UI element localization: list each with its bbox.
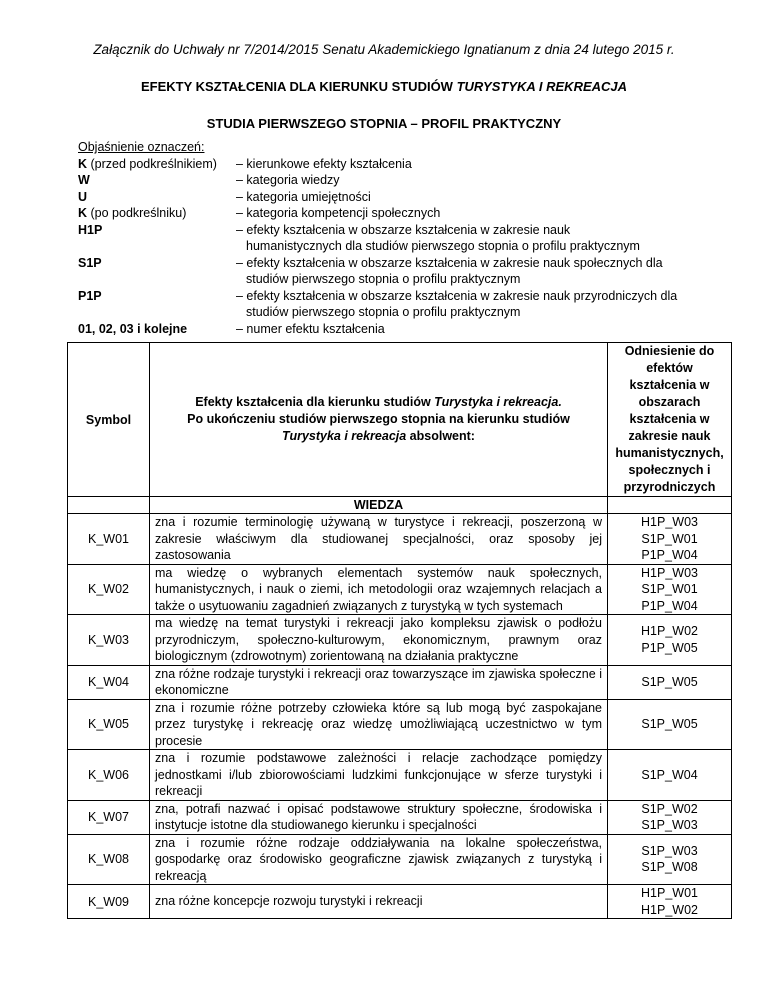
effect-references: [608, 834, 732, 885]
effect-symbol: K_W09: [68, 885, 150, 919]
section-empty-left: [68, 497, 150, 514]
effect-reference: P1P_W04: [641, 548, 698, 562]
legend-num-symbol: 01, 02, 03 i kolejne: [78, 321, 188, 336]
effect-reference: P1P_W04: [641, 598, 698, 613]
legend: [78, 139, 723, 337]
legend-h1p-symbol: H1P: [78, 222, 103, 237]
col-main-line1-pre: Efekty kształcenia dla kierunku studiów: [195, 395, 435, 409]
effect-references: [608, 699, 732, 750]
effect-reference: S1P_W05: [641, 717, 698, 731]
effect-symbol: K_W06: [68, 750, 150, 801]
effect-description: zna i rozumie podstawowe zależności i relacje zachodzące pomiędzy jednostkami i/lub zbiorowościami ludzkimi funkcjonujące w sferze turystyki i rekreacji: [150, 750, 608, 801]
effect-reference: S1P_W03: [641, 818, 698, 832]
page-subtitle: STUDIA PIERWSZEGO STOPNIA – PROFIL PRAKTYCZNY: [206, 116, 562, 131]
effect-symbol: K_W05: [68, 699, 150, 750]
effect-references: [608, 885, 732, 919]
effect-description: zna i rozumie terminologię używaną w turystyce i rekreacji, poszerzoną w zakresie właściwym dla studiowanej specjalności, oraz sposoby jej zastosowania: [150, 514, 608, 565]
legend-p1p-desc-1: – efekty kształcenia w obszarze kształcenia w zakresie nauk przyrodniczych dla: [236, 288, 678, 303]
section-row: [68, 497, 732, 514]
legend-row-u: [78, 189, 723, 206]
legend-w-symbol: W: [78, 173, 90, 187]
legend-row-w: [78, 172, 723, 189]
table-row: [68, 800, 732, 834]
effect-reference: H1P_W03: [641, 565, 698, 580]
effect-symbol: K_W02: [68, 564, 150, 615]
legend-heading: Objaśnienie oznaczeń:: [78, 140, 205, 154]
col-ref-header: Odniesienie do efektów kształcenia w obszarach kształcenia w zakresie nauk humanistycznych, społecznych i przyrodniczych: [608, 343, 732, 497]
legend-p1p-desc-2: studiów pierwszego stopnia o profilu praktycznym: [246, 305, 521, 319]
table-row: [68, 699, 732, 750]
effect-symbol: K_W08: [68, 834, 150, 885]
effect-description: zna różne rodzaje turystyki i rekreacji oraz towarzyszące im zjawiska społeczne i ekonomiczne: [150, 665, 608, 699]
effect-reference: S1P_W03: [641, 843, 698, 858]
effect-references: [608, 800, 732, 834]
table-row: [68, 885, 732, 919]
legend-s1p-symbol: S1P: [78, 255, 102, 270]
legend-p1p-symbol: P1P: [78, 288, 102, 303]
effect-description: zna różne koncepcje rozwoju turystyki i rekreacji: [150, 885, 608, 919]
table-header-row: [68, 343, 732, 497]
effect-reference: S1P_W08: [641, 860, 698, 875]
legend-row-h1p: [78, 222, 723, 255]
legend-row-p1p: [78, 288, 723, 321]
effects-table: [67, 342, 732, 919]
effect-references: [608, 564, 732, 615]
effect-description: ma wiedzę na temat turystyki i rekreacji jako kompleksu zjawisk o podłożu przyrodniczym, społeczno-kulturowym, ekonomicznym, prawnym oraz biologicznym (zdrowotnym) zorientowaną na działania praktyczne: [150, 615, 608, 666]
header-note: Załącznik do Uchwały nr 7/2014/2015 Senatu Akademickiego Ignatianum z dnia 24 lutego 2015 r.: [93, 42, 675, 57]
legend-s1p-desc-1: – efekty kształcenia w obszarze kształcenia w zakresie nauk społecznych dla: [236, 255, 663, 270]
table-row: [68, 564, 732, 615]
effect-reference: S1P_W01: [641, 582, 698, 596]
legend-k1-symbol: K: [78, 156, 88, 171]
effect-description: zna, potrafi nazwać i opisać podstawowe struktury społeczne, środowiska i instytucje istotne dla studiowanego kierunku i specjalności: [150, 800, 608, 834]
effect-reference: H1P_W01: [641, 886, 698, 900]
legend-h1p-desc-2: humanistycznych dla studiów pierwszego stopnia o profilu praktycznym: [246, 239, 640, 253]
effect-references: [608, 514, 732, 565]
effect-symbol: K_W04: [68, 665, 150, 699]
col-symbol-header: Symbol: [68, 343, 150, 497]
col-main-line3-post: absolwent:: [406, 429, 475, 443]
legend-k2-symbol: K: [78, 206, 88, 220]
effect-description: zna i rozumie różne potrzeby człowieka które są lub mogą być zaspokajane przez turystykę i rekreację oraz wiedzę umożliwiającą uczestnictwo w tym procesie: [150, 699, 608, 750]
effect-references: [608, 750, 732, 801]
effect-reference: H1P_W02: [641, 624, 698, 639]
legend-row-k2: [78, 205, 723, 222]
legend-k2-desc: – kategoria kompetencji społecznych: [236, 206, 441, 220]
legend-k1-note: (przed podkreślnikiem): [87, 156, 217, 171]
legend-row-numbers: [78, 321, 723, 338]
table-row: [68, 514, 732, 565]
page-title: [0, 79, 768, 94]
effect-references: [608, 665, 732, 699]
legend-h1p-desc-1: – efekty kształcenia w obszarze kształcenia w zakresie nauk: [236, 222, 571, 237]
legend-k2-note: (po podkreślniku): [87, 206, 187, 220]
table-row: [68, 834, 732, 885]
effect-description: ma wiedzę o wybranych elementach systemów nauk społecznych, humanistycznych, i nauk o ziemi, ich metodologii oraz wzajemnych relacjach a także o usytuowaniu zagadnień związanych z turystyką w tych systemach: [150, 564, 608, 615]
section-empty-right: [608, 497, 732, 514]
effect-reference: P1P_W05: [641, 640, 698, 655]
effect-reference: S1P_W01: [641, 531, 698, 546]
col-main-line3-italic: Turystyka i rekreacja: [282, 429, 407, 443]
legend-row-k1: [78, 156, 723, 173]
effect-reference: S1P_W04: [641, 767, 698, 782]
effect-symbol: K_W07: [68, 800, 150, 834]
col-main-line1-italic: Turystyka i rekreacja.: [434, 395, 562, 409]
effect-description: zna i rozumie różne rodzaje oddziaływania na lokalne społeczeństwa, gospodarkę oraz środowisko geograficzne zjawisk związanych z turystyką i rekreacją: [150, 834, 608, 885]
effect-references: [608, 615, 732, 666]
table-row: [68, 615, 732, 666]
title-italic: TURYSTYKA I REKREACJA: [456, 79, 628, 94]
section-label: WIEDZA: [150, 497, 608, 514]
col-main-header: [150, 343, 608, 497]
table-row: [68, 750, 732, 801]
legend-w-desc: – kategoria wiedzy: [236, 173, 340, 187]
effect-symbol: K_W01: [68, 514, 150, 565]
effect-reference: S1P_W02: [641, 801, 698, 816]
legend-u-desc: – kategoria umiejętności: [236, 189, 371, 204]
effect-reference: S1P_W05: [641, 674, 698, 689]
legend-row-s1p: [78, 255, 723, 288]
effect-reference: H1P_W02: [641, 902, 698, 917]
title-prefix: EFEKTY KSZTAŁCENIA DLA KIERUNKU STUDIÓW: [140, 79, 457, 94]
effect-symbol: K_W03: [68, 615, 150, 666]
table-row: [68, 665, 732, 699]
effect-reference: H1P_W03: [641, 515, 698, 529]
legend-num-desc: – numer efektu kształcenia: [236, 321, 385, 336]
col-main-line2: Po ukończeniu studiów pierwszego stopnia na kierunku studiów: [187, 412, 570, 426]
legend-u-symbol: U: [78, 189, 88, 204]
legend-k1-desc: – kierunkowe efekty kształcenia: [236, 156, 412, 171]
legend-s1p-desc-2: studiów pierwszego stopnia o profilu praktycznym: [246, 272, 521, 286]
